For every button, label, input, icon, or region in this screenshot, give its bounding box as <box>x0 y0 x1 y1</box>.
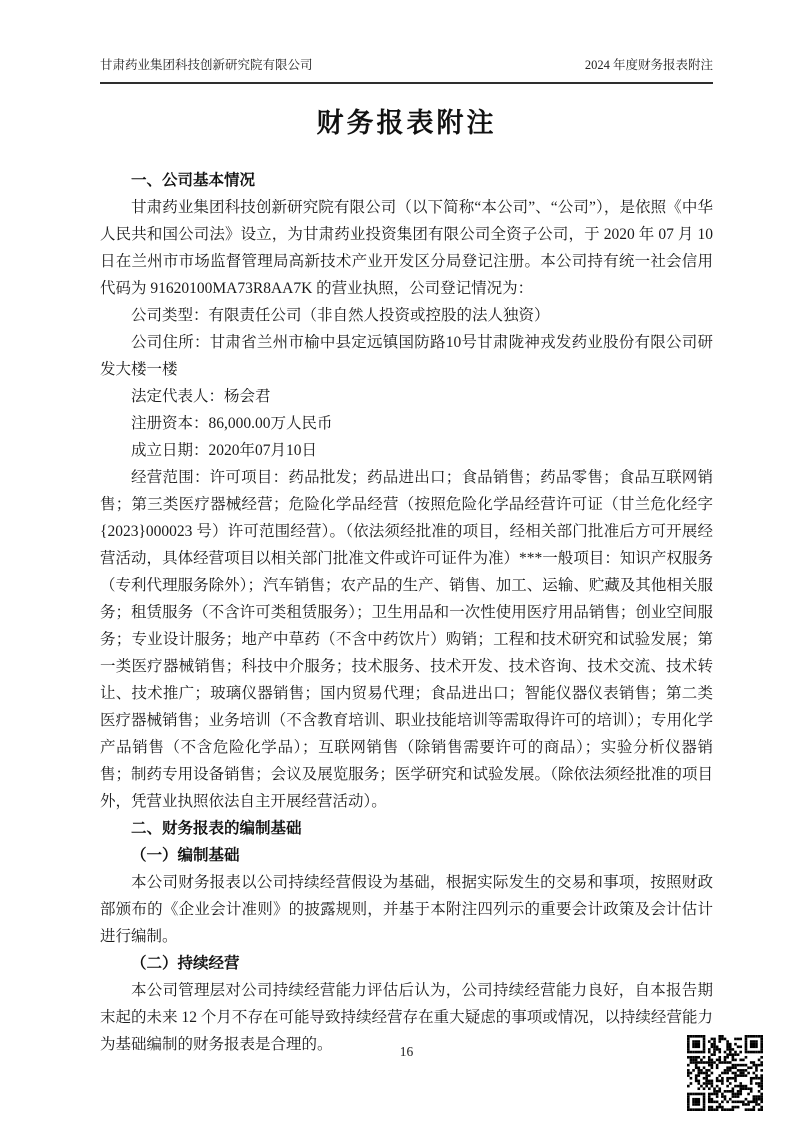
header-company-name: 甘肃药业集团科技创新研究院有限公司 <box>100 58 313 72</box>
section-heading-preparation-basis: 二、财务报表的编制基础 <box>131 820 302 837</box>
header-doc-title: 2024 年度财务报表附注 <box>584 58 713 72</box>
page-number: 16 <box>399 1044 414 1059</box>
paragraph-business-scope: 经营范围：许可项目：药品批发；药品进出口；食品销售；药品零售；食品互联网销售；第三类医疗器械经营；危险化学品经营（按照危险化学品经营许可证（甘兰危化经字{2023}000023 号）许可范围经营）。（依法须经批准的项目，经相关部门批准后方可开展经营活动，具体经营项目以相关部门批准文件或许可证件为准）***一般项目：知识产权服务（专利代理服务除外）；汽车销售；农产品的生产、销售、加工、运输、贮藏及其他相关服务；租赁服务（不含许可类租赁服务）；卫生用品和一次性使用医疗用品销售；创业空间服务；专业设计服务；地产中草药（不含中药饮片）购销；工程和技术研究和试验发展；第一类医疗器械销售；科技中介服务；技术服务、技术开发、技术咨询、技术交流、技术转让、技术推广；玻璃仪器销售；国内贸易代理；食品进出口；智能仪器仪表销售；第二类医疗器械销售；业务培训（不含教育培训、职业技能培训等需取得许可的培训）；专用化学产品销售（不含危险化学品）；互联网销售（除销售需要许可的商品）；实验分析仪器销售；制药专用设备销售；会议及展览服务；医学研究和试验发展。（除依法须经批准的项目外，凭营业执照依法自主开展经营活动）。 <box>100 469 713 810</box>
page-title: 财务报表附注 <box>316 108 497 138</box>
page-footer <box>100 1044 713 1060</box>
line-registered-capital: 注册资本：86,000.00万人民币 <box>131 415 333 432</box>
subsection-heading-basis: （一）编制基础 <box>131 847 240 864</box>
paragraph-basis: 本公司财务报表以公司持续经营假设为基础，根据实际发生的交易和事项，按照财政部颁布的《企业会计准则》的披露规则，并基于本附注四列示的重要会计政策及会计估计进行编制。 <box>100 874 713 945</box>
paragraph-company-intro: 甘肃药业集团科技创新研究院有限公司（以下简称“本公司”、“公司”），是依照《中华人民共和国公司法》设立，为甘肃药业投资集团有限公司全资子公司，于 2020 年 07 月 10 日在兰州市市场监督管理局高新技术产业开发区分局登记注册。本公司持有统一社会信用代码为 91620100MA73R8AA7K 的营业执照，公司登记情况为： <box>100 199 713 297</box>
page-header <box>100 55 713 84</box>
line-legal-representative: 法定代表人：杨会君 <box>131 388 271 405</box>
section-heading-company-profile: 一、公司基本情况 <box>131 172 256 189</box>
subsection-heading-going-concern: （二）持续经营 <box>131 955 240 972</box>
document-content <box>100 97 713 1058</box>
line-company-address: 公司住所：甘肃省兰州市榆中县定远镇国防路10号甘肃陇神戎发药业股份有限公司研发大楼一楼 <box>100 334 713 378</box>
line-company-type: 公司类型：有限责任公司（非自然人投资或控股的法人独资） <box>131 307 550 324</box>
qr-code-icon <box>687 1035 763 1111</box>
line-establishment-date: 成立日期：2020年07月10日 <box>131 442 318 459</box>
paragraph-going-concern: 本公司管理层对公司持续经营能力评估后认为，公司持续经营能力良好，自本报告期末起的未来 12 个月不存在可能导致持续经营存在重大疑虑的事项或情况，以持续经营能力为基础编制的财务报表是合理的。 <box>100 982 713 1053</box>
